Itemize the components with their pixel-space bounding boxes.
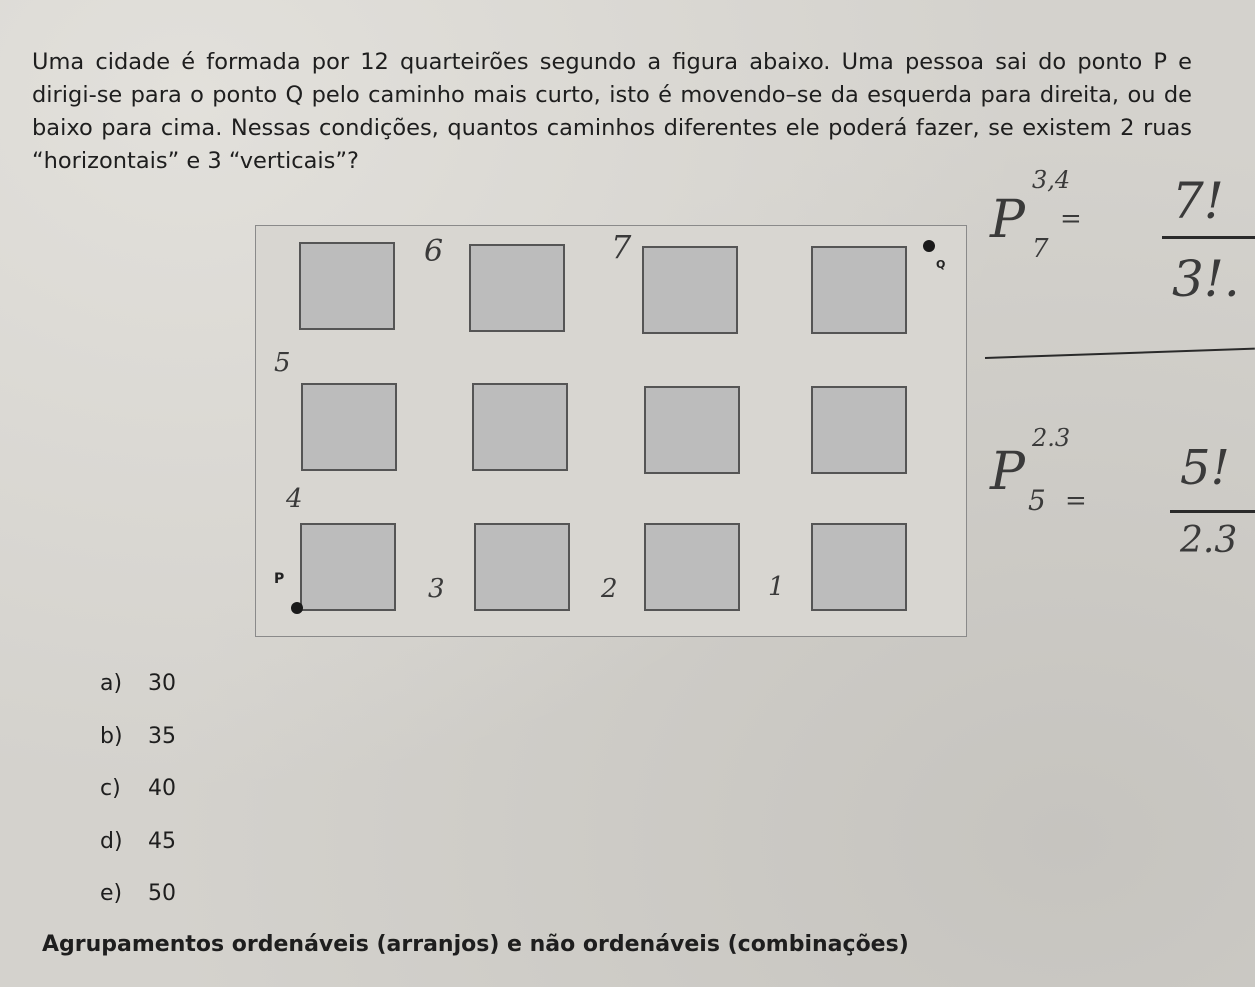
option-letter: e) xyxy=(100,881,123,906)
option-value: 40 xyxy=(148,776,176,801)
city-block xyxy=(299,242,395,330)
handwritten-label: 1 xyxy=(768,572,785,602)
option-value: 45 xyxy=(148,828,176,854)
option-a[interactable] xyxy=(100,664,176,717)
note1-numerator: 7! xyxy=(1172,172,1224,230)
option-letter: c) xyxy=(100,776,121,801)
handwritten-label: 3 xyxy=(428,574,445,604)
city-block xyxy=(300,523,396,611)
option-letter: a) xyxy=(100,671,123,696)
note1-eq: = xyxy=(1060,204,1082,234)
point-p-label: P xyxy=(274,571,285,587)
option-e[interactable] xyxy=(100,874,176,927)
handwritten-label: 4 xyxy=(286,484,303,514)
point-p-marker xyxy=(291,602,303,614)
city-block xyxy=(301,383,397,471)
handwritten-divider xyxy=(985,348,1255,359)
city-block xyxy=(469,244,565,332)
option-value: 30 xyxy=(148,671,176,696)
note2-fraction-bar xyxy=(1170,510,1255,513)
option-d[interactable] xyxy=(100,822,176,875)
note1-sup: 3,4 xyxy=(1032,166,1071,194)
city-block-figure xyxy=(255,225,967,637)
note1-denominator: 3!. xyxy=(1172,250,1240,308)
handwritten-label: 5 xyxy=(274,348,291,378)
option-c[interactable] xyxy=(100,769,176,822)
note2-eq: = xyxy=(1065,486,1087,516)
city-block xyxy=(811,246,907,334)
handwritten-label: 2 xyxy=(601,574,618,604)
note1-p: P xyxy=(990,190,1025,250)
city-block xyxy=(474,523,570,611)
city-block xyxy=(811,523,907,611)
note2-numerator: 5! xyxy=(1180,440,1230,496)
option-value: 50 xyxy=(148,881,176,906)
answer-options xyxy=(100,664,176,927)
city-block xyxy=(644,523,740,611)
option-letter: b) xyxy=(100,723,123,749)
city-block xyxy=(644,386,740,474)
city-block xyxy=(811,386,907,474)
note1-fraction-bar xyxy=(1162,236,1255,239)
note2-sub: 5 xyxy=(1028,484,1046,517)
question-text: Uma cidade é formada por 12 quarteirões segundo a figura abaixo. Uma pessoa sai do ponto P e dirigi-se para o ponto Q pelo caminho mais curto, isto é movendo–se da esquerda para direita, ou de baixo para cima. Nessas condições, quantos caminhos diferentes ele poderá fazer, se existem 2 ruas “horizontais” e 3 “verticais”? xyxy=(32,49,1192,174)
handwritten-label: 6 xyxy=(424,234,444,269)
note2-denominator: 2.3 xyxy=(1180,520,1238,561)
handwritten-label: 7 xyxy=(611,228,632,266)
city-block xyxy=(642,246,738,334)
option-b[interactable] xyxy=(100,717,176,770)
note1-sub: 7 xyxy=(1032,234,1049,264)
option-value: 35 xyxy=(148,723,176,749)
note2-p: P xyxy=(990,442,1025,502)
city-block xyxy=(472,383,568,471)
option-letter: d) xyxy=(100,828,123,854)
section-heading: Agrupamentos ordenáveis (arranjos) e não ordenáveis (combinações) xyxy=(42,932,909,957)
point-q-marker xyxy=(923,240,935,252)
point-q-label: Q xyxy=(936,258,946,271)
note2-sup: 2.3 xyxy=(1032,424,1071,452)
